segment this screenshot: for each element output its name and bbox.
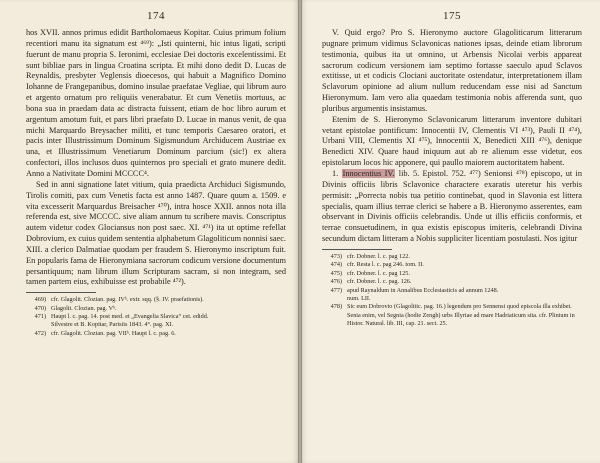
footnote bbox=[26, 305, 286, 313]
paragraph: V. Quid ergo? Pro S. Hieronymo auctore Glagoliticarum litterarum pugnare primum vidimus Sclavonicas nationes ipsas, deinde etiam librorum testimonia, quibus ita ut omnino, ut Arbensis Nicolai verbis appareat sacrorum codicum versionem iam septimo fortasse saeculo apud Sclavos extitisse, ut et codicis Clociani auctoritate ostendatur, interpretationem illam Sclavorum opinione ad alium nullum reducendam esse nisi ad Sanctum Hieronymum. Iam vero alia quaedam testimonia nobis afferenda sunt, quo pluribus argumentis insistamus. bbox=[322, 28, 582, 113]
highlighted-text[interactable]: Innocentius IV. bbox=[342, 168, 395, 178]
footnote-text: cfr. Resta l. c. pag 246. tom. II. bbox=[347, 261, 424, 269]
footnote-number: 476) bbox=[330, 278, 342, 286]
footnote-text: Sic eum Dobrovio (Glagolitic. pag. 16.) legendum pro Sennensi quod episcola illa exhibet. Senia enim, vel Segnia (hodie Zengh) urbs Illyriae ad mare Hadriaticum sita. cfr. Plinium in Histor. Natural. lib. III, cap. 21. sect. 25. bbox=[347, 303, 575, 328]
paragraph: Sed in anni signatione latet vitium, quia praedicta Archiduci Sigismundo, Tirolis comiti, pax cum Venetis facta est anno 1487. Quare quum a. 1509. e vita excesserit Marquardus Breisacher ⁴⁷⁰), intra hosce XXII. annos nota illa referenda est, sive MCCCC. sive aliam annum tu scribere mavis. Conscriptus autem videtur codex Glociansus non post saec. XI. ⁴⁷¹) ita ut optime refellat Dobrovium, ex cuius quidem sententia alphabetum Glagoliticum nonnisi saec. XIII. a clerico Dalmatiae quodam per fraudem S. Hieronymo inscriptum fuit. En popularis fama de Hieronymiana sacrorum codicum versione documentum persantiquum; nam librum illum Scripturam sacram, si non integram, sed tamen partem eius, exhibuisse est probabile ⁴⁷²). bbox=[26, 179, 286, 287]
footnote bbox=[26, 296, 286, 304]
footnote-number: 469) bbox=[34, 296, 46, 304]
footnote-text: cfr. Dobner. l. c. pag. 126. bbox=[347, 278, 412, 286]
book-gutter bbox=[298, 0, 302, 463]
footnote-text: num. LII. bbox=[347, 294, 371, 302]
footnote-text: cfr. Dobner. l. c. pag 122. bbox=[347, 252, 410, 260]
section-number: 1. bbox=[332, 168, 339, 178]
footnote bbox=[322, 261, 582, 269]
page-number: 174 bbox=[147, 10, 165, 22]
footnote-number: 478) bbox=[330, 303, 342, 311]
footnote-text: Glagolit. Clozian. pag. Vᵇ. bbox=[51, 304, 117, 312]
footnote-number: 474) bbox=[330, 261, 342, 269]
paragraph: hos XVII. annos primus edidit Bartholomaeus Kopitar. Cuius primum folium recentiori manu ita signatum est ⁴⁶⁹): „Isti quinterni, hic intus ligati, scripti fuerunt de manu propria S. Ieronimi, ecclesiae Dei doctoris excelentissimi. Et sunt bibliae pars in lingua Croatina scripta. Et mihi dono dedit D. Lucas de Reynaldis, presbyter Veglensis dioecesos, qui habuit a Magnifico Domino Iohanne de Frangepanibus, domino insulae praefatae Vegliae, qui librum auro et argento ornatum pro reliquiis venerabatur. Et cum Venetiis mortuus, ac bona sua in praedam data ac distracta fuissent, etiam de hoc libro aurum et argentum amotum fuit, et pars libri praefato D. Lucae in manus venit, de qua michi Marquardo Breysacher militi, et tunc temporis Caesareo oratori, et pacis inter Illustrissimum Dominum Sigismundum Archiducem Austriae ex una, et Illustrissimum Venetiarum Dominum parcium (sic!) ex altera confectori, illos inclusos duos quinternos pro speciali et grato munere dedit. Anno a Nativitate Domini MCCCC⁴. bbox=[26, 28, 286, 178]
page-body bbox=[322, 28, 582, 245]
footnote bbox=[322, 303, 582, 328]
footnote-text: apud Raynaldum in Annalibus Ecclesiasticis ad annum 1248. bbox=[347, 286, 499, 294]
footnote-text: cfr. Dobner. l. c. pag 125. bbox=[347, 269, 410, 277]
footnotes bbox=[26, 296, 286, 338]
footnote-text: Haupt l. c. pag. 14. post med. et „Evangelia Slavica“ cet. edidd. bbox=[51, 313, 209, 321]
paragraph: Etenim de S. Hieronymo Sclavonicarum litterarum inventore dubitari vetant epistolae pontificum: Innocentii IV, Clementis VI ⁴⁷³), Pauli II ⁴⁷⁴), Urbani VIII, Clementis XI ⁴⁷⁵), Innocentii X, Benedicti XIII ⁴⁷⁶), denique Benedicti XIV. Quare haud iniquum aut ab re alienum esse videtur, eos epistolarum locos hic apponere, qui paullo maiorem auctoritatem habent. bbox=[322, 114, 582, 168]
footnote-number bbox=[26, 321, 51, 329]
footnote-number: 477) bbox=[330, 286, 342, 294]
footnote bbox=[322, 287, 582, 295]
footnote-continuation bbox=[322, 295, 582, 303]
footnote bbox=[322, 253, 582, 261]
footnote bbox=[26, 313, 286, 321]
footnote-continuation bbox=[26, 321, 286, 329]
footnote-number: 475) bbox=[330, 269, 342, 277]
footnote-number: 470) bbox=[34, 304, 46, 312]
footnotes bbox=[322, 253, 582, 329]
footnote-text: Silvestre et B. Kopitar, Parisiis 1843. 4°. pag. XI. bbox=[51, 321, 174, 329]
page-body bbox=[26, 28, 286, 288]
footnote-number bbox=[322, 295, 347, 303]
footnote-text: cfr. Glagolit. Clozian. pag. VIIᵇ. Haupt l. c. pag. 6. bbox=[51, 329, 176, 337]
footnote-rule bbox=[26, 292, 96, 293]
right-page bbox=[300, 0, 600, 463]
footnote-number: 472) bbox=[34, 329, 46, 337]
footnote-number: 471) bbox=[34, 313, 46, 321]
footnote bbox=[322, 270, 582, 278]
paragraph-text: lib. 5. Epistol. 752. ⁴⁷⁷) Senionsi ⁴⁷⁸) episcopo, ut in Divinis officiis libris Sclavonice charactere exaratis uteretur his verbis permisit: „Porrecta nobis tua petitio continebat, quod in Slavonia est littera specialis, quam illius terrae clerici se habere a B. Hieronymo asserentes, eam observant in Divinis officiis celebrandis. Unde ut illis efficiis conformis, et terrae consuetudinem, in qua existis episcopus imiteris, celebrandi Divina secundum dictam litteram a Nobis suppliciter licentiam postulasti. Nos igitur bbox=[322, 168, 583, 244]
footnote bbox=[322, 278, 582, 286]
footnote bbox=[26, 330, 286, 338]
footnote-text: cfr. Glagolit. Clozian. pag. IVᵇ. extr. sqq. (§. IV. praefationis). bbox=[51, 296, 204, 304]
paragraph bbox=[322, 169, 582, 245]
footnote-number: 473) bbox=[330, 252, 342, 260]
page-number: 175 bbox=[443, 10, 461, 22]
footnote-rule bbox=[322, 249, 392, 250]
